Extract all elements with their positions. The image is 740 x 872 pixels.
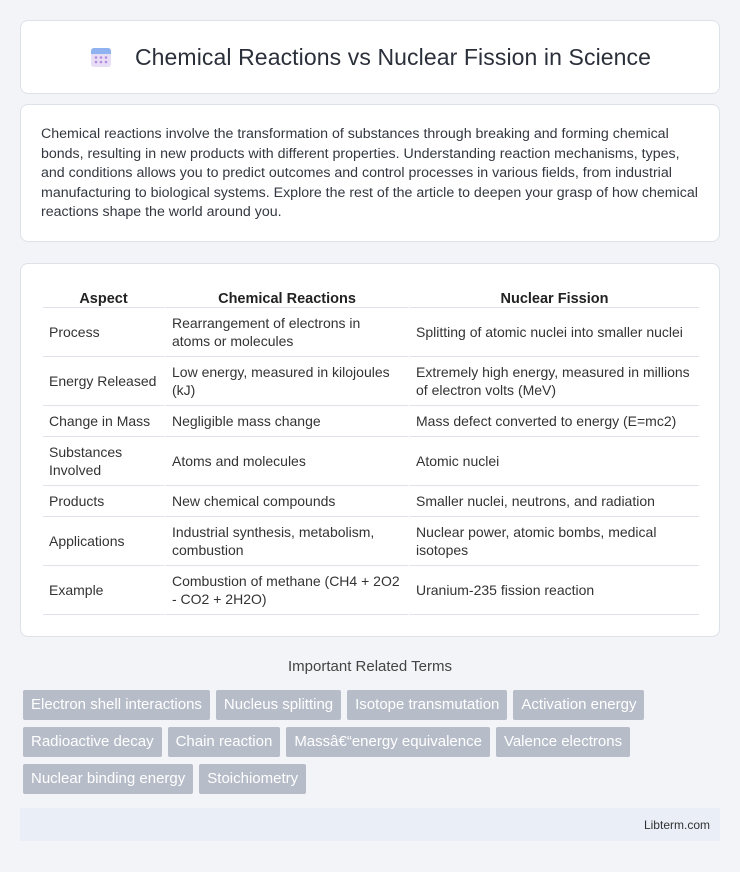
table-row	[43, 308, 699, 357]
comparison-table-card	[20, 263, 720, 637]
fission-cell: Uranium-235 fission reaction	[408, 566, 699, 615]
chemical-cell: Low energy, measured in kilojoules (kJ)	[164, 357, 408, 406]
aspect-cell: Example	[43, 566, 164, 615]
term-chip[interactable]: Activation energy	[513, 690, 644, 720]
aspect-cell: Substances Involved	[43, 437, 164, 486]
chemical-cell: New chemical compounds	[164, 486, 408, 517]
term-chip[interactable]: Isotope transmutation	[347, 690, 507, 720]
table-row	[43, 486, 699, 517]
chemical-cell: Industrial synthesis, metabolism, combustion	[164, 517, 408, 566]
footer-brand-link[interactable]: Libterm.com	[643, 817, 710, 832]
related-terms-list	[23, 690, 723, 794]
term-chip[interactable]: Stoichiometry	[199, 764, 306, 794]
fission-cell: Mass defect converted to energy (E=mc2)	[408, 406, 699, 437]
chemical-cell: Atoms and molecules	[164, 437, 408, 486]
aspect-cell: Change in Mass	[43, 406, 164, 437]
aspect-cell: Energy Released	[43, 357, 164, 406]
title-wrap	[89, 44, 651, 71]
fission-cell: Extremely high energy, measured in millions of electron volts (MeV)	[408, 357, 699, 406]
related-terms-heading: Important Related Terms	[288, 658, 452, 675]
fission-cell: Atomic nuclei	[408, 437, 699, 486]
term-chip[interactable]: Electron shell interactions	[23, 690, 210, 720]
aspect-cell: Process	[43, 308, 164, 357]
header-card	[20, 20, 720, 94]
chemical-cell: Rearrangement of electrons in atoms or molecules	[164, 308, 408, 357]
term-chip[interactable]: Chain reaction	[168, 727, 281, 757]
aspect-cell: Products	[43, 486, 164, 517]
fission-cell: Smaller nuclei, neutrons, and radiation	[408, 486, 699, 517]
table-row	[43, 357, 699, 406]
intro-card	[20, 104, 720, 242]
aspect-cell: Applications	[43, 517, 164, 566]
fission-cell: Nuclear power, atomic bombs, medical isotopes	[408, 517, 699, 566]
header-aspect: Aspect	[43, 286, 164, 308]
header-nuclear-fission: Nuclear Fission	[408, 286, 699, 308]
page-title: Chemical Reactions vs Nuclear Fission in Science	[134, 43, 652, 70]
term-chip[interactable]: Nucleus splitting	[216, 690, 341, 720]
term-chip[interactable]: Massâ€“energy equivalence	[286, 727, 490, 757]
table-row	[43, 437, 699, 486]
chemical-cell: Negligible mass change	[164, 406, 408, 437]
table-header-row	[43, 286, 699, 308]
calendar-icon	[89, 45, 113, 69]
table-row	[43, 406, 699, 437]
header-chemical-reactions: Chemical Reactions	[164, 286, 408, 308]
term-chip[interactable]: Valence electrons	[496, 727, 630, 757]
term-chip[interactable]: Nuclear binding energy	[23, 764, 193, 794]
table-row	[43, 566, 699, 615]
comparison-table	[43, 286, 699, 615]
footer	[20, 808, 720, 841]
term-chip[interactable]: Radioactive decay	[23, 727, 162, 757]
chemical-cell: Combustion of methane (CH4 + 2O2 - CO2 + 2H2O)	[164, 566, 408, 615]
table-row	[43, 517, 699, 566]
fission-cell: Splitting of atomic nuclei into smaller nuclei	[408, 308, 699, 357]
intro-paragraph: Chemical reactions involve the transformation of substances through breaking and forming chemical bonds, resulting in new products with different properties. Understanding reaction mechanisms, types, and conditions allows you to predict outcomes and control processes in various fields, from industrial manufacturing to biological systems. Explore the rest of the article to deepen your grasp of how chemical reactions shape the world around you.	[41, 126, 698, 221]
